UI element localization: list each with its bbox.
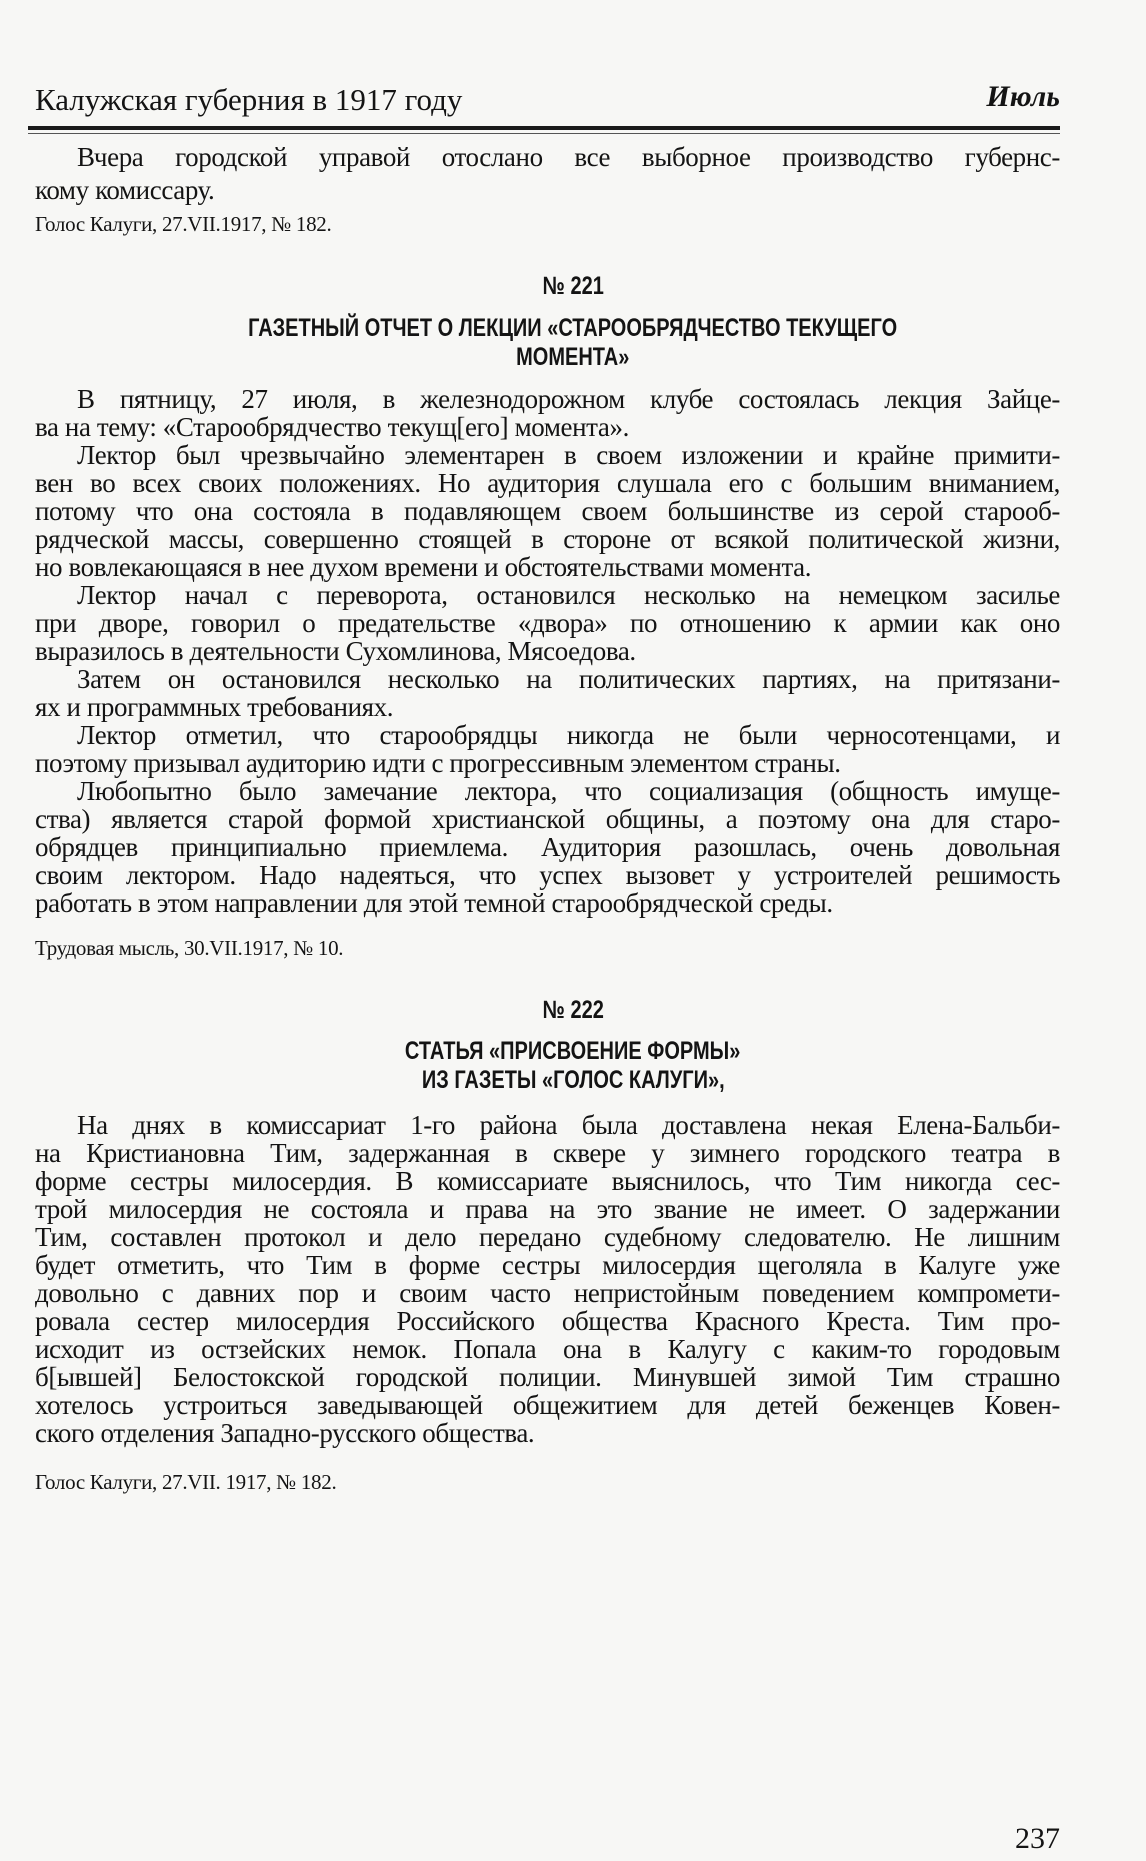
header-rule-thin [28,133,1060,134]
intro-paragraph [35,141,1060,207]
document-title [0,1037,1146,1095]
text-line: хотелось устроиться заведывающей общежитием для детей беженцев Ковен- [35,1390,1060,1420]
text-line: б[ывшей] Белостокской городской полиции. Минувшей зимой Тим страшно [35,1362,1060,1392]
text-line: кому комиссару. [35,175,215,205]
source-citation: Голос Калуги, 27.VII. 1917, № 182. [35,1470,337,1494]
document-body [35,385,1060,917]
text-line: вен во всех своих положениях. Но аудитория слушала его с большим вниманием, [35,468,1060,498]
text-line: будет отметить, что Тим в форме сестры милосердия щеголяла в Калуге уже [35,1250,1060,1280]
text-line: Лектор был чрезвычайно элементарен в своем изложении и крайне примити- [77,440,1060,470]
title-line: СТАТЬЯ «ПРИСВОЕНИЕ ФОРМЫ» [405,1037,741,1065]
text-line: трой милосердия не состояла и права на это звание не имеет. О задержании [35,1194,1060,1224]
text-line: Любопытно было замечание лектора, что социализация (общность имуще- [77,776,1060,806]
section-title: Июль [986,80,1060,113]
text-line: ства) является старой формой христианской общины, а поэтому она для старо- [35,804,1060,834]
source-citation: Голос Калуги, 27.VII.1917, № 182. [35,212,332,236]
text-line: рядческой массы, совершенно стоящей в стороне от всякой политической жизни, [35,524,1060,554]
running-title: Калужская губерния в 1917 году [35,82,463,117]
text-line: ского отделения Западно-русского общества. [35,1418,535,1448]
title-line: ГАЗЕТНЫЙ ОТЧЕТ О ЛЕКЦИИ «СТАРООБРЯДЧЕСТВО ТЕКУЩЕГО [248,314,898,342]
text-line: Тим, составлен протокол и дело передано судебному следователю. Не лишним [35,1222,1060,1252]
header-rule [28,126,1060,130]
text-line: Затем он остановился несколько на политических партиях, на притязани- [77,664,1060,694]
text-line: работать в этом направлении для этой темной старообрядческой среды. [35,888,833,918]
title-line: МОМЕНТА» [516,343,630,371]
text-line: при дворе, говорил о предательстве «двора» по отношению к армии как оно [35,608,1060,638]
document-body [35,1111,1060,1447]
text-line: выразилось в деятельности Сухомлинова, Мясоедова. [35,636,636,666]
text-line: потому что она состояла в подавляющем своем большинстве из серой старооб- [35,496,1060,526]
text-line: Лектор отметил, что старообрядцы никогда не были черносотенцами, и [77,720,1060,750]
text-line: Вчера городской управой отослано все выборное производство губернс- [77,142,1060,172]
text-line: довольно с давних пор и своим часто непристойным поведением компромети- [35,1278,1060,1308]
document-number: № 222 [542,996,604,1024]
text-line: поэтому призывал аудиторию идти с прогрессивным элементом страны. [35,748,841,778]
source-citation: Трудовая мысль, 30.VII.1917, № 10. [35,936,344,960]
text-line: ровала сестер милосердия Российского общества Красного Креста. Тим про- [35,1306,1060,1336]
text-line: В пятницу, 27 июля, в железнодорожном клубе состоялась лекция Зайце- [77,384,1060,414]
document-number: № 221 [542,272,604,300]
text-line: ва на тему: «Старообрядчество текущ[его] момента». [35,412,629,442]
text-line: обрядцев принципиально приемлема. Аудитория разошлась, очень довольная [35,832,1060,862]
text-line: на Кристиановна Тим, задержанная в сквере у зимнего городского театра в [35,1138,1060,1168]
text-line: форме сестры милосердия. В комиссариате выяснилось, что Тим никогда сес- [35,1166,1060,1196]
text-line: На днях в комиссариат 1-го района была доставлена некая Елена-Бальби- [77,1110,1060,1140]
text-line: ях и программных требованиях. [35,692,394,722]
text-line: Лектор начал с переворота, остановился несколько на немецком засилье [77,580,1060,610]
title-line: ИЗ ГАЗЕТЫ «ГОЛОС КАЛУГИ», [421,1066,725,1094]
text-line: но вовлекающаяся в нее духом времени и обстоятельствами момента. [35,552,812,582]
page-number: 237 [1015,1822,1060,1855]
document-title [0,314,1146,372]
text-line: исходит из остзейских немок. Попала она в Калугу с каким-то городовым [35,1334,1060,1364]
text-line: своим лектором. Надо надеяться, что успех вызовет у устроителей решимость [35,860,1060,890]
